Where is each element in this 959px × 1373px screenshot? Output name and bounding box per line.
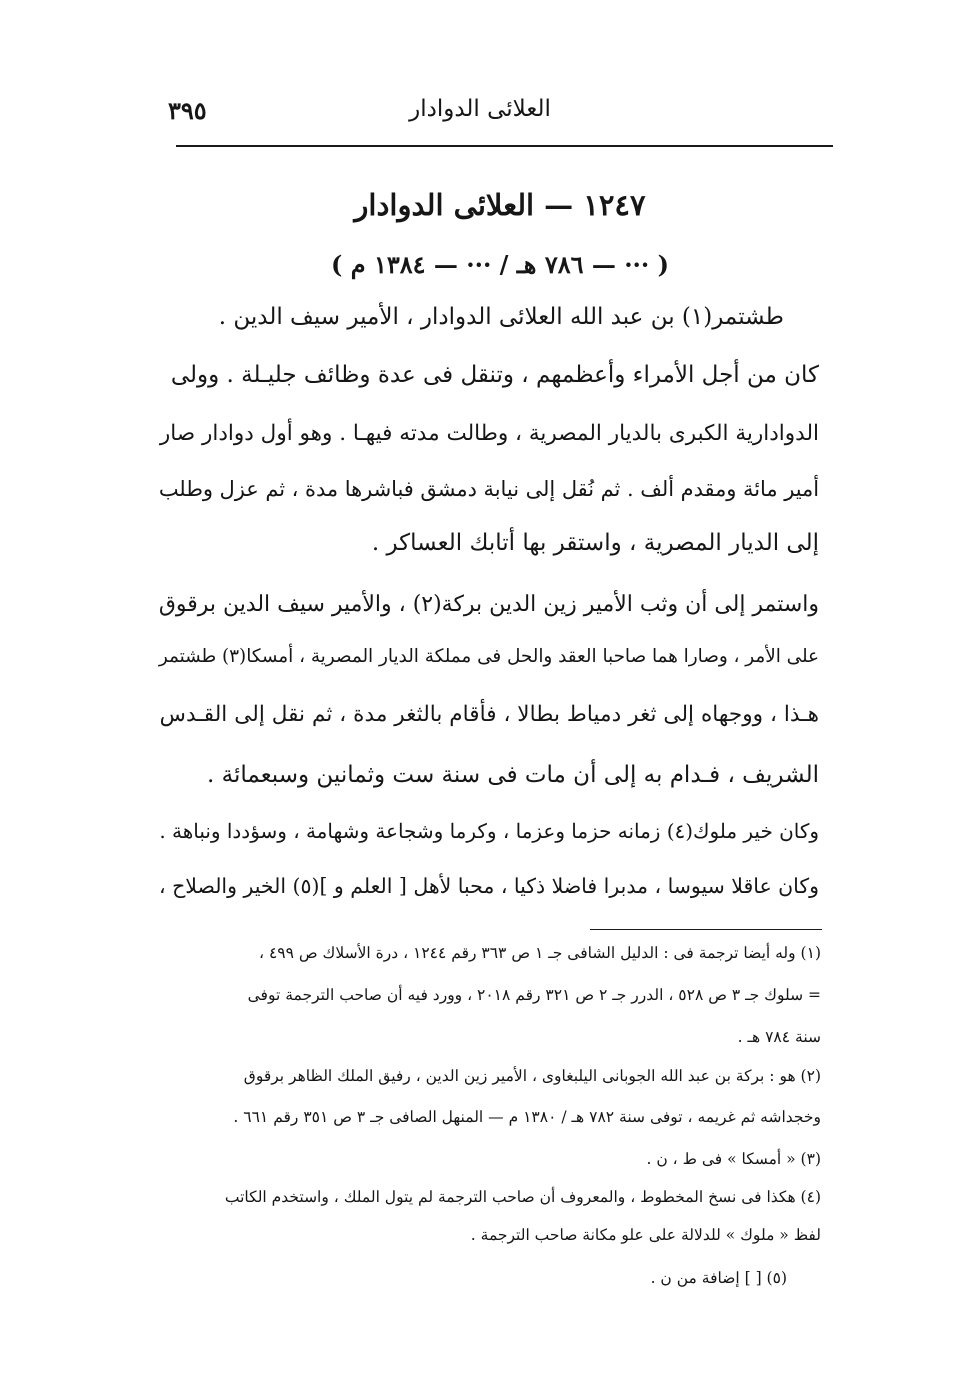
body-line: الشريف ، فـدام به إلى أن مات فى سنة ست وثمانين وسبعمائة .	[207, 762, 819, 788]
body-line: الدوادارية الكبرى بالديار المصرية ، وطالت مدته فيهـا . وهو أول دوادار صار	[159, 421, 819, 446]
body-line: وكان خير ملوك(٤) زمانه حزما وعزما ، وكرما وشجاعة وشهامة ، وسؤددا ونباهة .	[159, 819, 819, 843]
page-number: ٣٩٥	[168, 96, 207, 125]
body-line: إلى الديار المصرية ، واستقر بها أتابك العساكر .	[371, 530, 819, 556]
footnote-line: (٣) « أمسكا » فى ط ، ن .	[646, 1150, 821, 1168]
footnote-line: (٥) [ ] إضافة من ن .	[650, 1269, 787, 1287]
entry-title: ١٢٤٧ — العلائى الدوادار	[354, 188, 646, 222]
footnote-line: (١) وله أيضا ترجمة فى : الدليل الشافى جـ ١ ص ٣٦٣ رقم ١٢٤٤ ، درة الأسلاك ص ٤٩٩ ،	[259, 944, 821, 962]
body-line: وكان عاقلا سيوسا ، مدبرا فاضلا ذكيا ، محبا لأهل [ العلم و ](٥) الخير والصلاح ،	[158, 874, 819, 898]
body-line: أمير مائة ومقدم ألف . ثم نُقل إلى نيابة دمشق فباشرها مدة ، ثم عزل وطلب	[158, 477, 819, 501]
body-line: هـذا ، ووجهاه إلى ثغر دمياط بطالا ، فأقام بالثغر مدة ، ثم نقل إلى القـدس	[159, 702, 819, 727]
footnote-line: لفظ « ملوك » للدلالة على علو مكانة صاحب الترجمة .	[470, 1226, 821, 1244]
header-rule	[176, 145, 833, 147]
footnote-line: (٤) هكذا فى نسخ المخطوط ، والمعروف أن صاحب الترجمة لم يتول الملك ، واستخدم الكاتب	[224, 1188, 821, 1206]
body-line: على الأمر ، وصارا هما صاحبا العقد والحل فى مملكة الديار المصرية ، أمسكا(٣) طشتمر	[158, 646, 819, 667]
footnote-line: = سلوك جـ ٣ ص ٥٢٨ ، الدرر جـ ٢ ص ٣٢١ رقم ٢٠١٨ ، وورد فيه أن صاحب الترجمة توفى	[247, 986, 821, 1004]
body-line: واستمر إلى أن وثب الأمير زين الدين بركة(٢) ، والأمير سيف الدين برقوق	[158, 592, 819, 617]
entry-name-line: طشتمر(١) بن عبد الله العلائى الدوادار ، الأمير سيف الدين .	[218, 304, 784, 330]
footnote-line: (٢) هو : بركة بن عبد الله الجوبانى اليلبغاوى ، الأمير زين الدين ، رفيق الملك الظاهر برقوق	[243, 1067, 821, 1085]
entry-dates: ( ··· — ٧٨٦ هـ / ··· — ١٣٨٤ م )	[331, 250, 669, 279]
footnote-line: وخجداشه ثم غريمه ، توفى سنة ٧٨٢ هـ / ١٣٨٠ م — المنهل الصافى جـ ٣ ص ٣٥١ رقم ٦٦١ .	[233, 1108, 821, 1126]
body-line: كان من أجل الأمراء وأعظمهم ، وتنقل فى عدة وظائف جليـلة . وولى	[170, 362, 819, 388]
running-header-title: العلائى الدوادار	[409, 96, 551, 122]
footnote-rule	[590, 929, 822, 930]
footnote-line: سنة ٧٨٤ هـ .	[737, 1028, 821, 1046]
